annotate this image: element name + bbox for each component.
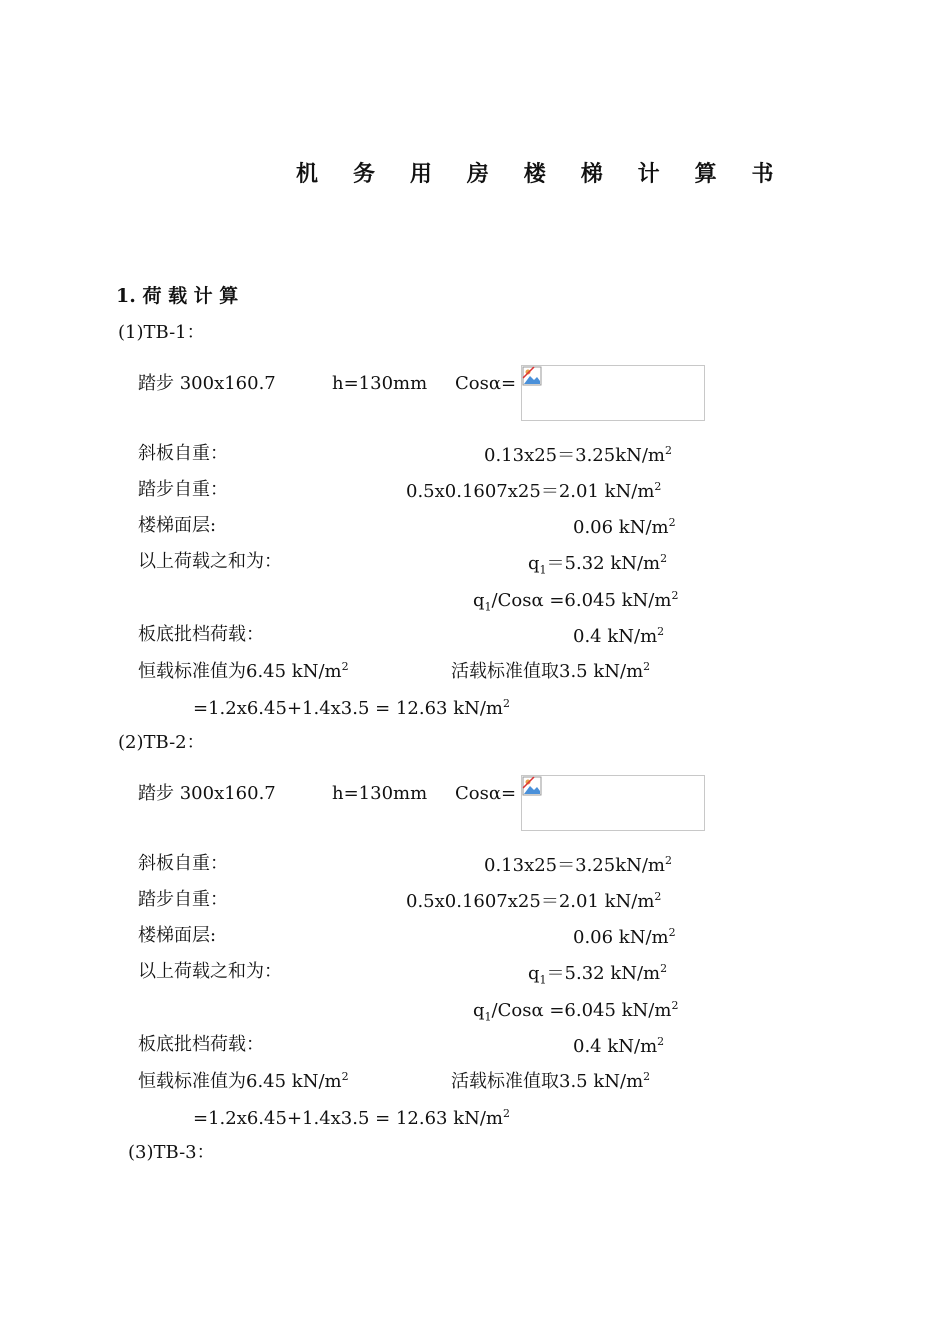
q-cos-value: $q_1$/Cosα =6.045 $kN/m^2$ — [473, 999, 679, 1024]
row-value: $0.13x25=3.25kN/m^2$ — [484, 854, 673, 876]
row-label: 以上荷载之和为： — [138, 551, 282, 572]
row-label: 斜板自重： — [138, 443, 228, 464]
page-title: 机 务 用 房 楼 梯 计 算 书 — [296, 161, 788, 187]
live-load: 活载标准值取3.5 $kN/m^2$ — [451, 660, 651, 682]
row-label: 斜板自重： — [138, 853, 228, 874]
broken-image-icon — [522, 366, 542, 386]
row-value: 0.06 $kN/m^2$ — [573, 516, 676, 538]
row-value: 0.5x0.1607x25＝2.01 $kN/m^2$ — [406, 480, 662, 502]
block-label: (2)TB-2： — [118, 732, 205, 753]
row-label: 踏步自重： — [138, 479, 228, 500]
row-value: $q_1=5.32$ $kN/m^2$ — [528, 552, 668, 577]
row-value: 0.4 $kN/m^2$ — [573, 1035, 665, 1057]
row-value: $q_1=5.32$ $kN/m^2$ — [528, 962, 668, 987]
slab-thickness: h=130mm — [332, 783, 428, 804]
row-label: 楼梯面层: — [138, 515, 217, 536]
row-label: 以上荷载之和为： — [138, 961, 282, 982]
row-label: 楼梯面层: — [138, 925, 217, 946]
step-size: 踏步 300x160.7 — [138, 373, 276, 394]
design-load: =1.2x6.45+1.4x3.5 = 12.63 $kN/m^2$ — [193, 697, 510, 719]
row-value: 0.5x0.1607x25＝2.01 $kN/m^2$ — [406, 890, 662, 912]
live-load: 活载标准值取3.5 $kN/m^2$ — [451, 1070, 651, 1092]
row-value: 0.4 $kN/m^2$ — [573, 625, 665, 647]
block-label: (1)TB-1： — [118, 322, 205, 343]
slab-thickness: h=130mm — [332, 373, 428, 394]
row-label: 板底批档荷载： — [138, 1034, 264, 1055]
block-label: (3)TB-3： — [128, 1142, 215, 1163]
dead-load: 恒载标准值为6.45 $kN/m^2$ — [138, 660, 349, 682]
design-load: =1.2x6.45+1.4x3.5 = 12.63 $kN/m^2$ — [193, 1107, 510, 1129]
cos-alpha: Cosα= — [455, 783, 517, 804]
formula-image — [521, 365, 705, 421]
row-label: 板底批档荷载： — [138, 624, 264, 645]
dead-load: 恒载标准值为6.45 $kN/m^2$ — [138, 1070, 349, 1092]
formula-image — [521, 775, 705, 831]
row-label: 踏步自重： — [138, 889, 228, 910]
section-heading: 1. 荷 载 计 算 — [116, 285, 239, 307]
row-value: 0.06 $kN/m^2$ — [573, 926, 676, 948]
q-cos-value: $q_1$/Cosα =6.045 $kN/m^2$ — [473, 589, 679, 614]
cos-alpha: Cosα= — [455, 373, 517, 394]
step-size: 踏步 300x160.7 — [138, 783, 276, 804]
broken-image-icon — [522, 776, 542, 796]
row-value: $0.13x25=3.25kN/m^2$ — [484, 444, 673, 466]
